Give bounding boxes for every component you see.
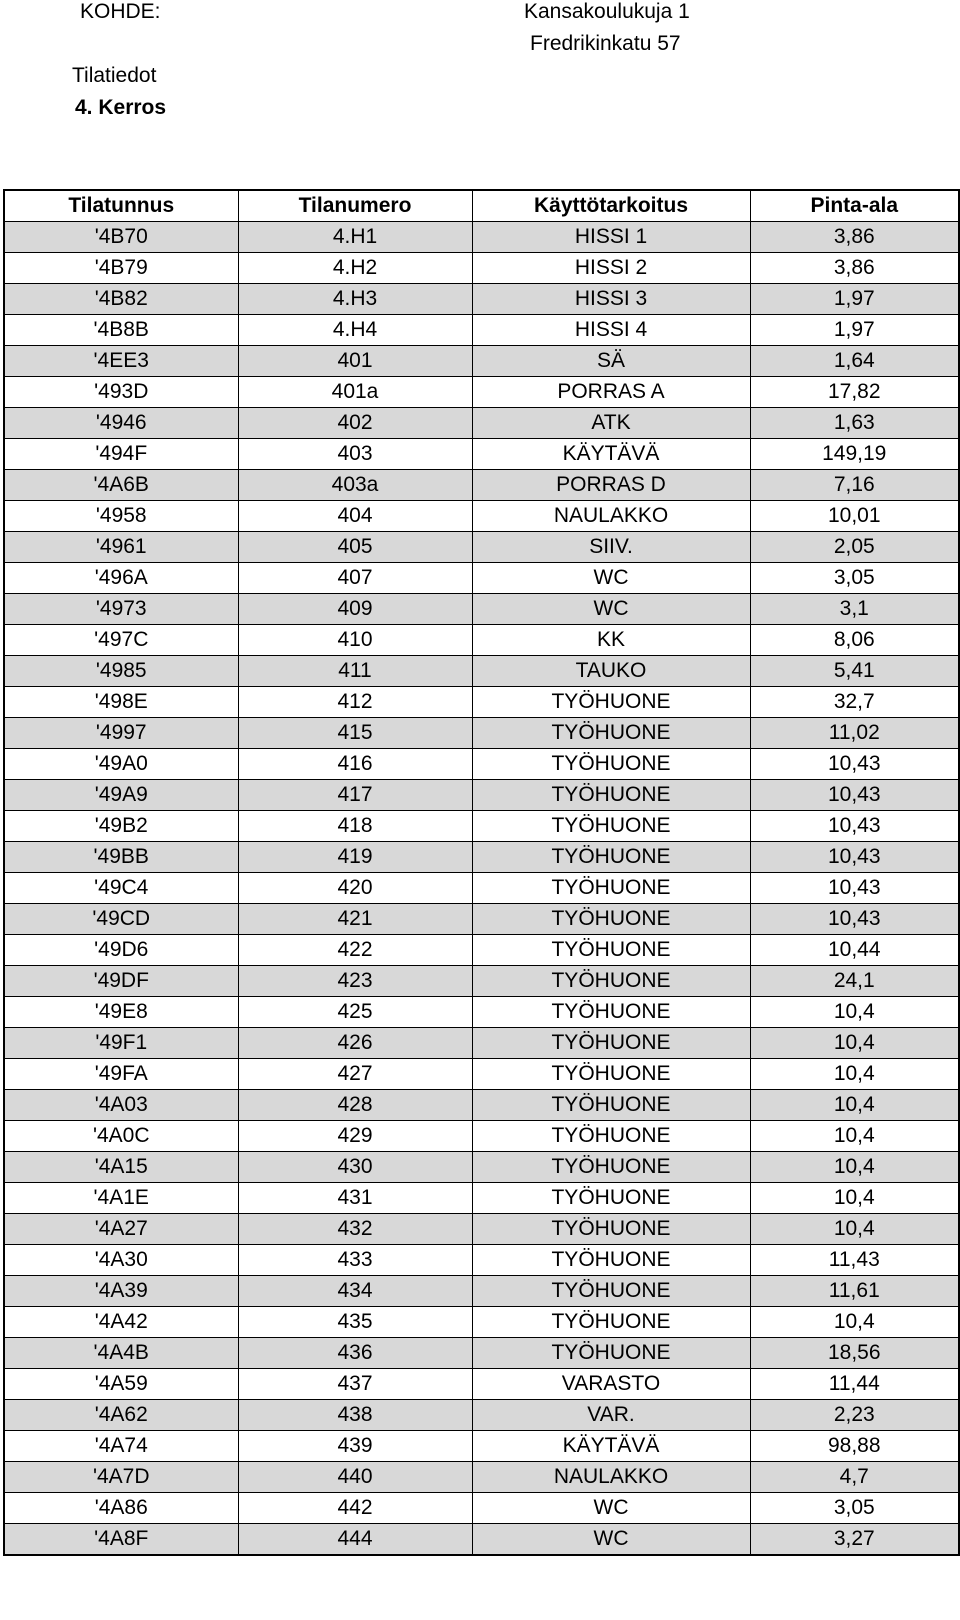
cell-kayttotarkoitus: TYÖHUONE — [472, 749, 750, 780]
cell-tilatunnus: '49A0 — [4, 749, 238, 780]
cell-pinta-ala: 10,43 — [750, 780, 959, 811]
cell-pinta-ala: 2,23 — [750, 1400, 959, 1431]
cell-pinta-ala: 3,27 — [750, 1524, 959, 1556]
cell-tilatunnus: '4A74 — [4, 1431, 238, 1462]
cell-tilanumero: 415 — [238, 718, 472, 749]
cell-pinta-ala: 149,19 — [750, 439, 959, 470]
table-row — [4, 1400, 959, 1431]
cell-pinta-ala: 3,86 — [750, 222, 959, 253]
cell-kayttotarkoitus: HISSI 1 — [472, 222, 750, 253]
cell-kayttotarkoitus: KÄYTÄVÄ — [472, 439, 750, 470]
cell-tilanumero: 444 — [238, 1524, 472, 1556]
table-row — [4, 1369, 959, 1400]
table-row — [4, 222, 959, 253]
cell-pinta-ala: 8,06 — [750, 625, 959, 656]
cell-kayttotarkoitus: ATK — [472, 408, 750, 439]
cell-pinta-ala: 17,82 — [750, 377, 959, 408]
cell-tilanumero: 442 — [238, 1493, 472, 1524]
table-row — [4, 842, 959, 873]
cell-tilanumero: 430 — [238, 1152, 472, 1183]
cell-kayttotarkoitus: NAULAKKO — [472, 1462, 750, 1493]
cell-tilanumero: 439 — [238, 1431, 472, 1462]
cell-kayttotarkoitus: TYÖHUONE — [472, 873, 750, 904]
kohde-address: Fredrikinkatu 57 — [530, 32, 681, 55]
cell-tilanumero: 429 — [238, 1121, 472, 1152]
cell-kayttotarkoitus: HISSI 4 — [472, 315, 750, 346]
cell-pinta-ala: 10,4 — [750, 997, 959, 1028]
cell-tilatunnus: '4985 — [4, 656, 238, 687]
cell-tilatunnus: '49B2 — [4, 811, 238, 842]
cell-tilanumero: 401 — [238, 346, 472, 377]
table-header-row — [4, 190, 959, 222]
cell-tilanumero: 420 — [238, 873, 472, 904]
cell-tilanumero: 4.H1 — [238, 222, 472, 253]
cell-kayttotarkoitus: TYÖHUONE — [472, 935, 750, 966]
cell-tilanumero: 425 — [238, 997, 472, 1028]
cell-tilatunnus: '4997 — [4, 718, 238, 749]
table-row — [4, 594, 959, 625]
cell-tilatunnus: '493D — [4, 377, 238, 408]
cell-pinta-ala: 2,05 — [750, 532, 959, 563]
cell-tilatunnus: '4A4B — [4, 1338, 238, 1369]
cell-kayttotarkoitus: WC — [472, 563, 750, 594]
cell-tilatunnus: '494F — [4, 439, 238, 470]
table-row — [4, 1245, 959, 1276]
table-row — [4, 284, 959, 315]
cell-kayttotarkoitus: WC — [472, 1524, 750, 1556]
cell-tilanumero: 411 — [238, 656, 472, 687]
table-row — [4, 904, 959, 935]
table-row — [4, 1524, 959, 1556]
table-row — [4, 1431, 959, 1462]
cell-tilatunnus: '497C — [4, 625, 238, 656]
table-row — [4, 997, 959, 1028]
column-header-kayttotarkoitus: Käyttötarkoitus — [472, 190, 750, 222]
cell-tilatunnus: '49D6 — [4, 935, 238, 966]
cell-kayttotarkoitus: TYÖHUONE — [472, 904, 750, 935]
cell-kayttotarkoitus: TYÖHUONE — [472, 1307, 750, 1338]
table-row — [4, 253, 959, 284]
cell-pinta-ala: 10,43 — [750, 811, 959, 842]
table-row — [4, 1028, 959, 1059]
cell-pinta-ala: 11,61 — [750, 1276, 959, 1307]
cell-pinta-ala: 1,63 — [750, 408, 959, 439]
cell-kayttotarkoitus: PORRAS A — [472, 377, 750, 408]
cell-tilatunnus: '4A30 — [4, 1245, 238, 1276]
kohde-name: Kansakoulukuja 1 — [524, 0, 690, 23]
table-row — [4, 873, 959, 904]
cell-pinta-ala: 24,1 — [750, 966, 959, 997]
cell-tilatunnus: '4A27 — [4, 1214, 238, 1245]
cell-tilanumero: 423 — [238, 966, 472, 997]
cell-pinta-ala: 32,7 — [750, 687, 959, 718]
cell-tilatunnus: '49BB — [4, 842, 238, 873]
cell-kayttotarkoitus: TAUKO — [472, 656, 750, 687]
table-row — [4, 687, 959, 718]
table-row — [4, 1090, 959, 1121]
cell-kayttotarkoitus: TYÖHUONE — [472, 1059, 750, 1090]
cell-pinta-ala: 10,4 — [750, 1214, 959, 1245]
cell-tilanumero: 412 — [238, 687, 472, 718]
cell-tilanumero: 404 — [238, 501, 472, 532]
cell-pinta-ala: 3,05 — [750, 1493, 959, 1524]
cell-tilatunnus: '4A03 — [4, 1090, 238, 1121]
cell-tilanumero: 417 — [238, 780, 472, 811]
cell-tilatunnus: '4A0C — [4, 1121, 238, 1152]
cell-tilatunnus: '4EE3 — [4, 346, 238, 377]
cell-tilanumero: 410 — [238, 625, 472, 656]
cell-tilatunnus: '498E — [4, 687, 238, 718]
cell-tilanumero: 440 — [238, 1462, 472, 1493]
table-row — [4, 749, 959, 780]
cell-kayttotarkoitus: TYÖHUONE — [472, 1276, 750, 1307]
cell-pinta-ala: 5,41 — [750, 656, 959, 687]
cell-pinta-ala: 1,64 — [750, 346, 959, 377]
cell-pinta-ala: 18,56 — [750, 1338, 959, 1369]
cell-tilatunnus: '4958 — [4, 501, 238, 532]
table-row — [4, 408, 959, 439]
cell-tilanumero: 416 — [238, 749, 472, 780]
cell-pinta-ala: 10,4 — [750, 1028, 959, 1059]
column-header-pinta-ala: Pinta-ala — [750, 190, 959, 222]
cell-tilanumero: 437 — [238, 1369, 472, 1400]
cell-tilanumero: 418 — [238, 811, 472, 842]
cell-tilatunnus: '4A62 — [4, 1400, 238, 1431]
cell-kayttotarkoitus: TYÖHUONE — [472, 966, 750, 997]
cell-tilatunnus: '4B79 — [4, 253, 238, 284]
cell-tilatunnus: '4B70 — [4, 222, 238, 253]
table-row — [4, 377, 959, 408]
table-row — [4, 935, 959, 966]
table-row — [4, 780, 959, 811]
cell-kayttotarkoitus: SÄ — [472, 346, 750, 377]
cell-pinta-ala: 11,43 — [750, 1245, 959, 1276]
table-row — [4, 1152, 959, 1183]
cell-tilatunnus: '496A — [4, 563, 238, 594]
cell-tilatunnus: '4A15 — [4, 1152, 238, 1183]
cell-tilatunnus: '4A86 — [4, 1493, 238, 1524]
cell-tilatunnus: '49E8 — [4, 997, 238, 1028]
cell-tilatunnus: '4A8F — [4, 1524, 238, 1556]
cell-pinta-ala: 10,43 — [750, 873, 959, 904]
cell-pinta-ala: 98,88 — [750, 1431, 959, 1462]
cell-tilatunnus: '49FA — [4, 1059, 238, 1090]
table-row — [4, 346, 959, 377]
cell-tilanumero: 4.H4 — [238, 315, 472, 346]
cell-tilanumero: 434 — [238, 1276, 472, 1307]
cell-pinta-ala: 10,4 — [750, 1121, 959, 1152]
cell-pinta-ala: 10,4 — [750, 1152, 959, 1183]
cell-kayttotarkoitus: TYÖHUONE — [472, 811, 750, 842]
cell-pinta-ala: 10,4 — [750, 1307, 959, 1338]
cell-pinta-ala: 3,1 — [750, 594, 959, 625]
cell-tilanumero: 431 — [238, 1183, 472, 1214]
kohde-label: KOHDE: — [80, 0, 161, 23]
cell-kayttotarkoitus: TYÖHUONE — [472, 1183, 750, 1214]
table-row — [4, 1462, 959, 1493]
cell-tilatunnus: '4961 — [4, 532, 238, 563]
cell-kayttotarkoitus: TYÖHUONE — [472, 1152, 750, 1183]
cell-tilanumero: 421 — [238, 904, 472, 935]
cell-kayttotarkoitus: TYÖHUONE — [472, 718, 750, 749]
cell-tilatunnus: '49A9 — [4, 780, 238, 811]
cell-pinta-ala: 3,05 — [750, 563, 959, 594]
cell-pinta-ala: 3,86 — [750, 253, 959, 284]
cell-tilanumero: 426 — [238, 1028, 472, 1059]
table-row — [4, 1183, 959, 1214]
table-row — [4, 1059, 959, 1090]
cell-pinta-ala: 11,44 — [750, 1369, 959, 1400]
table-row — [4, 501, 959, 532]
cell-tilanumero: 403 — [238, 439, 472, 470]
table-row — [4, 1307, 959, 1338]
cell-tilanumero: 435 — [238, 1307, 472, 1338]
cell-tilanumero: 428 — [238, 1090, 472, 1121]
cell-tilatunnus: '4A39 — [4, 1276, 238, 1307]
table-row — [4, 1276, 959, 1307]
cell-pinta-ala: 10,43 — [750, 842, 959, 873]
cell-tilanumero: 422 — [238, 935, 472, 966]
cell-kayttotarkoitus: TYÖHUONE — [472, 1121, 750, 1152]
table-row — [4, 718, 959, 749]
floor-heading: 4. Kerros — [75, 96, 167, 119]
cell-tilanumero: 427 — [238, 1059, 472, 1090]
cell-kayttotarkoitus: WC — [472, 594, 750, 625]
cell-kayttotarkoitus: TYÖHUONE — [472, 1028, 750, 1059]
cell-tilanumero: 433 — [238, 1245, 472, 1276]
table-body — [4, 222, 959, 1556]
cell-kayttotarkoitus: TYÖHUONE — [472, 780, 750, 811]
cell-tilatunnus: '4A7D — [4, 1462, 238, 1493]
cell-kayttotarkoitus: TYÖHUONE — [472, 997, 750, 1028]
cell-tilanumero: 4.H2 — [238, 253, 472, 284]
table-row — [4, 625, 959, 656]
cell-pinta-ala: 1,97 — [750, 284, 959, 315]
cell-pinta-ala: 10,4 — [750, 1059, 959, 1090]
cell-kayttotarkoitus: VARASTO — [472, 1369, 750, 1400]
cell-tilanumero: 4.H3 — [238, 284, 472, 315]
cell-kayttotarkoitus: PORRAS D — [472, 470, 750, 501]
table-row — [4, 315, 959, 346]
tilatiedot-heading: Tilatiedot — [72, 64, 157, 87]
cell-tilanumero: 403a — [238, 470, 472, 501]
cell-pinta-ala: 4,7 — [750, 1462, 959, 1493]
cell-tilatunnus: '49F1 — [4, 1028, 238, 1059]
table-row — [4, 1121, 959, 1152]
table-row — [4, 1338, 959, 1369]
cell-kayttotarkoitus: TYÖHUONE — [472, 1245, 750, 1276]
cell-kayttotarkoitus: KK — [472, 625, 750, 656]
cell-tilatunnus: '4A59 — [4, 1369, 238, 1400]
cell-pinta-ala: 10,4 — [750, 1183, 959, 1214]
cell-kayttotarkoitus: VAR. — [472, 1400, 750, 1431]
table-row — [4, 563, 959, 594]
cell-pinta-ala: 10,43 — [750, 904, 959, 935]
table-row — [4, 811, 959, 842]
cell-tilanumero: 407 — [238, 563, 472, 594]
cell-tilatunnus: '49CD — [4, 904, 238, 935]
cell-tilanumero: 419 — [238, 842, 472, 873]
cell-tilatunnus: '4946 — [4, 408, 238, 439]
cell-pinta-ala: 1,97 — [750, 315, 959, 346]
cell-tilanumero: 436 — [238, 1338, 472, 1369]
cell-tilanumero: 401a — [238, 377, 472, 408]
cell-pinta-ala: 10,01 — [750, 501, 959, 532]
column-header-tilatunnus: Tilatunnus — [4, 190, 238, 222]
cell-tilatunnus: '4B82 — [4, 284, 238, 315]
table-row — [4, 656, 959, 687]
cell-tilatunnus: '4B8B — [4, 315, 238, 346]
column-header-tilanumero: Tilanumero — [238, 190, 472, 222]
cell-pinta-ala: 10,44 — [750, 935, 959, 966]
table-row — [4, 532, 959, 563]
cell-tilatunnus: '49DF — [4, 966, 238, 997]
table-row — [4, 1493, 959, 1524]
cell-tilatunnus: '4A6B — [4, 470, 238, 501]
cell-tilanumero: 405 — [238, 532, 472, 563]
cell-kayttotarkoitus: KÄYTÄVÄ — [472, 1431, 750, 1462]
table-row — [4, 470, 959, 501]
cell-pinta-ala: 11,02 — [750, 718, 959, 749]
cell-pinta-ala: 7,16 — [750, 470, 959, 501]
cell-kayttotarkoitus: WC — [472, 1493, 750, 1524]
cell-kayttotarkoitus: HISSI 2 — [472, 253, 750, 284]
cell-tilatunnus: '4973 — [4, 594, 238, 625]
cell-pinta-ala: 10,43 — [750, 749, 959, 780]
cell-tilanumero: 409 — [238, 594, 472, 625]
cell-tilatunnus: '49C4 — [4, 873, 238, 904]
cell-tilanumero: 438 — [238, 1400, 472, 1431]
cell-tilatunnus: '4A42 — [4, 1307, 238, 1338]
cell-kayttotarkoitus: SIIV. — [472, 532, 750, 563]
table-row — [4, 1214, 959, 1245]
cell-kayttotarkoitus: TYÖHUONE — [472, 1338, 750, 1369]
table-row — [4, 966, 959, 997]
cell-kayttotarkoitus: TYÖHUONE — [472, 1214, 750, 1245]
cell-kayttotarkoitus: HISSI 3 — [472, 284, 750, 315]
cell-kayttotarkoitus: TYÖHUONE — [472, 1090, 750, 1121]
cell-kayttotarkoitus: TYÖHUONE — [472, 687, 750, 718]
cell-tilatunnus: '4A1E — [4, 1183, 238, 1214]
table-row — [4, 439, 959, 470]
cell-tilanumero: 432 — [238, 1214, 472, 1245]
cell-pinta-ala: 10,4 — [750, 1090, 959, 1121]
cell-kayttotarkoitus: TYÖHUONE — [472, 842, 750, 873]
cell-kayttotarkoitus: NAULAKKO — [472, 501, 750, 532]
cell-tilanumero: 402 — [238, 408, 472, 439]
room-table — [3, 189, 960, 1556]
